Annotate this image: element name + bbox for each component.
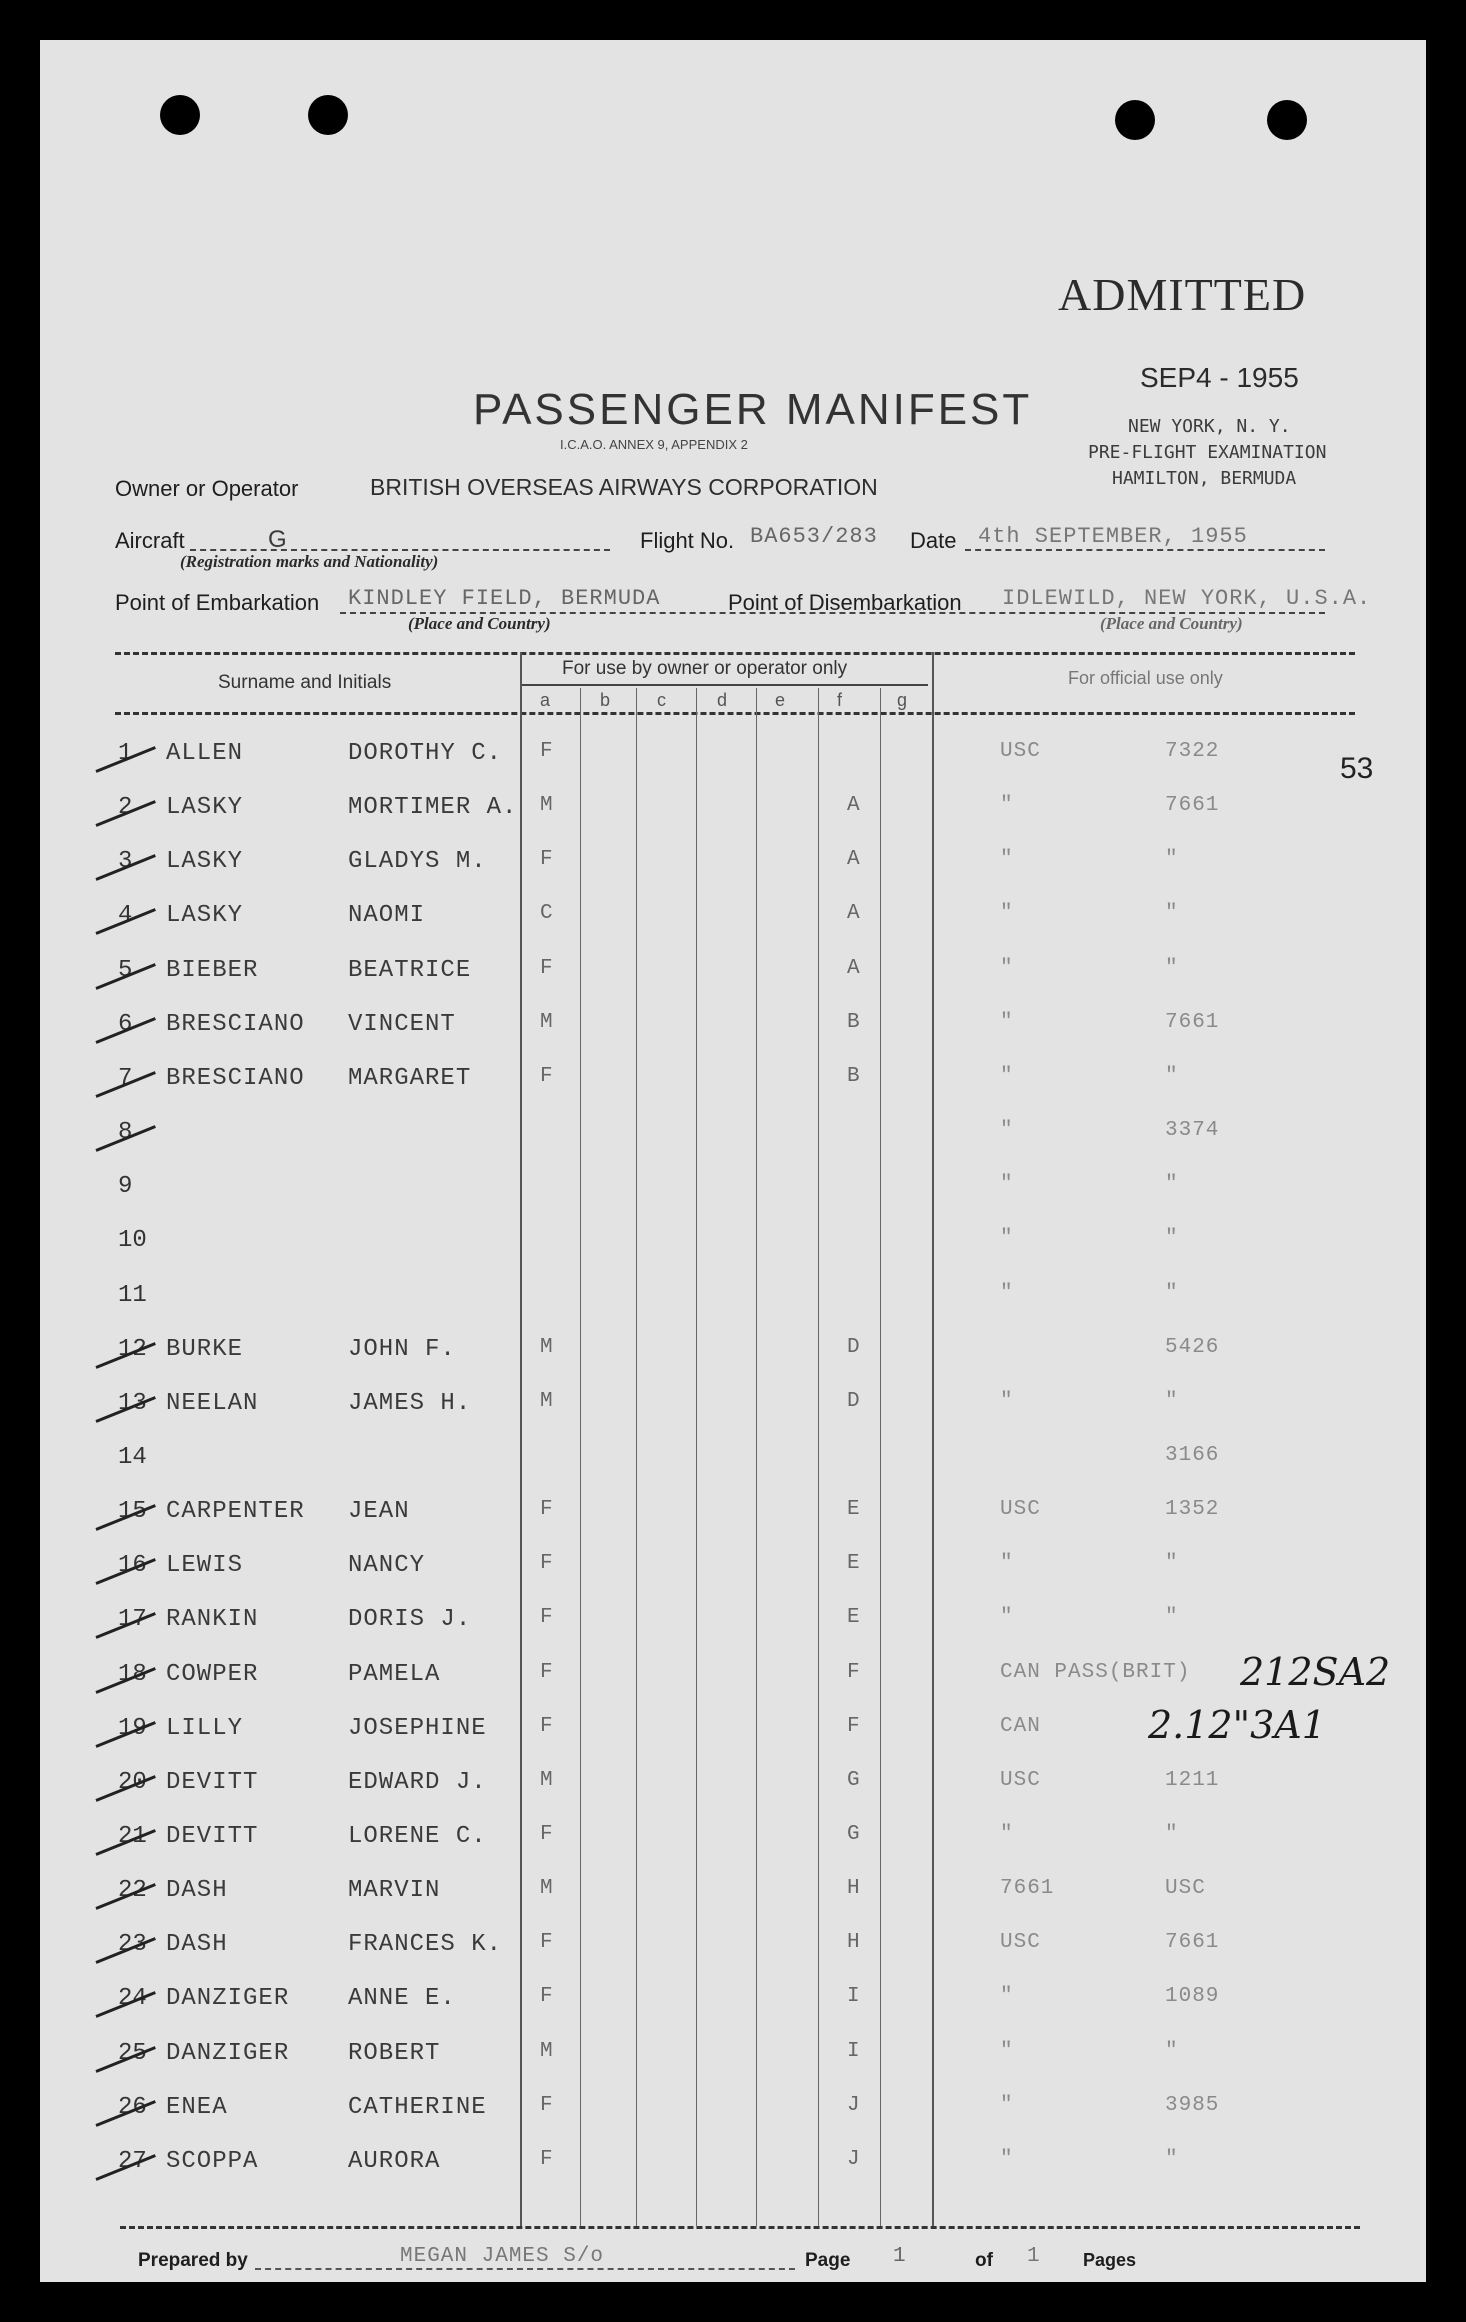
row-number: 20 [118, 1768, 147, 1796]
row-initials: ROBERT [348, 2039, 441, 2067]
row-group: H [847, 1877, 861, 1901]
row-group: A [847, 794, 861, 818]
row-group: D [847, 1389, 861, 1413]
row-surname: LEWIS [166, 1552, 244, 1580]
col-surname-header: Surname and Initials [218, 672, 392, 693]
owner-label: Owner or Operator [115, 476, 299, 501]
prepared-line [255, 2268, 795, 2270]
row-official-2: " [1165, 1389, 1179, 1413]
owner-sub-line [520, 684, 928, 686]
of-value: 1 [1027, 2245, 1041, 2268]
row-official-2: 7661 [1165, 1010, 1220, 1034]
row-number: 24 [118, 1985, 147, 2013]
row-sex: F [540, 1985, 554, 2009]
row-initials: DOROTHY C. [348, 740, 503, 767]
table-row [40, 740, 1426, 780]
row-initials: PAMELA [348, 1660, 441, 1688]
row-number: 25 [118, 2039, 147, 2067]
row-official-1: USC [1000, 740, 1041, 763]
row-surname: COWPER [166, 1660, 259, 1688]
row-initials: ANNE E. [348, 1985, 456, 2013]
row-number: 18 [118, 1660, 147, 1688]
row-surname: BURKE [166, 1335, 244, 1363]
row-number: 19 [118, 1714, 147, 1742]
row-number: 11 [118, 1281, 147, 1309]
row-number: 13 [118, 1389, 147, 1417]
row-number: 2 [118, 794, 133, 822]
row-official-2: " [1165, 902, 1179, 926]
row-number: 4 [118, 902, 133, 930]
table-row [40, 1931, 1426, 1971]
row-official-2: " [1165, 1281, 1179, 1305]
row-official-2: 7661 [1165, 1931, 1220, 1955]
row-initials: BEATRICE [348, 956, 472, 984]
table-row [40, 1011, 1426, 1051]
row-initials: CATHERINE [348, 2093, 487, 2121]
row-number: 1 [118, 740, 133, 767]
disembark-note: (Place and Country) [1100, 614, 1243, 633]
date-value: 4th SEPTEMBER, 1955 [978, 524, 1248, 549]
row-official-1: " [1000, 1281, 1014, 1305]
page-subtitle: I.C.A.O. ANNEX 9, APPENDIX 2 [560, 437, 748, 452]
disembark-label: Point of Disembarkation [728, 590, 962, 615]
row-initials: AURORA [348, 2147, 441, 2175]
row-official-1: " [1000, 1552, 1014, 1576]
row-group: A [847, 902, 861, 926]
row-group: J [847, 2147, 861, 2171]
row-official-1: CAN [1000, 1714, 1041, 1738]
row-sex: F [540, 1931, 554, 1955]
row-surname: BIEBER [166, 956, 259, 984]
punch-hole-icon [160, 95, 200, 135]
disembark-value: IDLEWILD, NEW YORK, U.S.A. [1002, 586, 1372, 611]
row-number: 26 [118, 2093, 147, 2121]
table-header-line [115, 712, 1355, 715]
row-group: A [847, 848, 861, 872]
row-number: 7 [118, 1064, 133, 1092]
row-initials: NAOMI [348, 902, 426, 930]
row-sex: M [540, 1389, 554, 1413]
row-official-1: CAN PASS(BRIT) [1000, 1660, 1191, 1684]
stamp-line-3: HAMILTON, BERMUDA [1112, 468, 1297, 489]
row-official-2: 7322 [1165, 740, 1220, 763]
aircraft-line [190, 549, 610, 551]
row-group: F [847, 1714, 861, 1738]
row-number: 27 [118, 2147, 147, 2175]
row-surname: BRESCIANO [166, 1064, 305, 1092]
row-group: B [847, 1010, 861, 1034]
row-official-2: " [1165, 1227, 1179, 1251]
row-official-2: 7661 [1165, 794, 1220, 818]
sub-col-header: f [837, 690, 843, 710]
date-line [965, 549, 1325, 551]
row-number: 5 [118, 956, 133, 984]
row-number: 9 [118, 1173, 133, 1201]
row-initials: EDWARD J. [348, 1768, 487, 1796]
row-official-1: " [1000, 2039, 1014, 2063]
row-group: G [847, 1823, 861, 1846]
sub-col-header: a [540, 690, 551, 710]
manifest-sheet [40, 40, 1426, 2282]
row-official-1: 7661 [1000, 1877, 1055, 1901]
punch-hole-icon [1267, 100, 1307, 140]
row-number: 12 [118, 1335, 147, 1363]
table-row [40, 1769, 1426, 1809]
table-row [40, 1336, 1426, 1376]
of-label: of [975, 2250, 993, 2271]
row-group: I [847, 2039, 861, 2063]
row-surname: DASH [166, 1931, 228, 1959]
table-row [40, 1498, 1426, 1538]
row-surname: LILLY [166, 1714, 244, 1742]
col-official-header: For official use only [1068, 668, 1223, 688]
table-top-line [115, 652, 1355, 655]
col-owner-header: For use by owner or operator only [562, 658, 848, 679]
row-official-1: " [1000, 794, 1014, 818]
row-sex: F [540, 1823, 554, 1846]
row-sex: F [540, 2147, 554, 2171]
table-row [40, 957, 1426, 997]
row-official-2: 3374 [1165, 1119, 1220, 1143]
row-official-1: " [1000, 1064, 1014, 1088]
table-row [40, 1444, 1426, 1484]
row-number: 17 [118, 1606, 147, 1634]
row-sex: M [540, 1877, 554, 1901]
row-group: H [847, 1931, 861, 1955]
table-row [40, 1877, 1426, 1917]
flight-label: Flight No. [640, 528, 735, 553]
row-official-2: " [1165, 1606, 1179, 1630]
row-surname: DANZIGER [166, 2039, 290, 2067]
stamp-line-1: NEW YORK, N. Y. [1128, 416, 1291, 437]
row-official-2: " [1165, 1064, 1179, 1088]
row-surname: SCOPPA [166, 2147, 259, 2175]
row-sex: F [540, 848, 554, 872]
row-official-2: USC [1165, 1877, 1206, 1901]
row-initials: JAMES H. [348, 1389, 472, 1417]
row-group: G [847, 1768, 861, 1792]
row-sex: M [540, 2039, 554, 2063]
sub-col-header: b [600, 690, 611, 710]
row-official-1: USC [1000, 1768, 1041, 1792]
table-row [40, 1823, 1426, 1863]
row-official-2: 1211 [1165, 1768, 1220, 1792]
stamp-line-2: PRE-FLIGHT EXAMINATION [1088, 442, 1327, 463]
aircraft-value: G [268, 526, 288, 553]
prepared-value: MEGAN JAMES S/o [400, 2245, 605, 2268]
row-initials: GLADYS M. [348, 848, 487, 876]
row-number: 8 [118, 1119, 133, 1147]
handwritten-note-19: 2.12"3A1 [1148, 1703, 1326, 1747]
row-sex: C [540, 902, 554, 926]
row-surname: LASKY [166, 794, 244, 822]
sub-col-header: d [717, 690, 728, 710]
row-surname: ALLEN [166, 740, 244, 767]
row-official-1: " [1000, 1119, 1014, 1143]
row-surname: LASKY [166, 848, 244, 876]
row-initials: JEAN [348, 1498, 410, 1526]
row-official-2: " [1165, 956, 1179, 980]
table-row [40, 2094, 1426, 2134]
row-official-1: " [1000, 956, 1014, 980]
table-row [40, 2148, 1426, 2188]
row-surname: DEVITT [166, 1823, 259, 1850]
row-official-1: " [1000, 2093, 1014, 2117]
row-initials: MORTIMER A. [348, 794, 518, 822]
punch-hole-icon [1115, 100, 1155, 140]
embark-line [340, 612, 1325, 614]
row-group: J [847, 2093, 861, 2117]
flight-value: BA653/283 [750, 524, 878, 549]
row-number: 16 [118, 1552, 147, 1580]
pages-label: Pages [1083, 2250, 1137, 2270]
row-initials: MARGARET [348, 1064, 472, 1092]
row-number: 23 [118, 1931, 147, 1959]
admitted-stamp: ADMITTED [1058, 269, 1307, 320]
row-official-1: " [1000, 2147, 1014, 2171]
table-bottom-line [120, 2226, 1360, 2229]
row-official-1: " [1000, 1173, 1014, 1197]
row-number: 6 [118, 1010, 133, 1038]
row-official-2: " [1165, 2147, 1179, 2171]
row-sex: M [540, 1335, 554, 1359]
page-title: PASSENGER MANIFEST [473, 385, 1033, 434]
row-official-1: " [1000, 902, 1014, 926]
row-initials: VINCENT [348, 1010, 456, 1038]
row-official-2: 3166 [1165, 1443, 1220, 1467]
row-sex: F [540, 1552, 554, 1576]
table-row [40, 794, 1426, 834]
row-group: E [847, 1552, 861, 1576]
row-official-1: " [1000, 1823, 1014, 1846]
row-sex: M [540, 794, 554, 818]
row-group: E [847, 1606, 861, 1630]
sub-col-header: c [657, 690, 666, 710]
date-label: Date [910, 528, 957, 553]
row-official-2: 3985 [1165, 2093, 1220, 2117]
page-label: Page [805, 2250, 851, 2271]
row-sex: F [540, 1606, 554, 1630]
table-row [40, 1552, 1426, 1592]
row-official-2: " [1165, 1173, 1179, 1197]
handwritten-note-18: 212SA2 [1240, 1650, 1391, 1694]
prepared-label: Prepared by [138, 2250, 248, 2271]
row-official-1: " [1000, 1606, 1014, 1630]
table-row [40, 1227, 1426, 1267]
row-sex: F [540, 740, 554, 763]
aircraft-note: (Registration marks and Nationality) [180, 552, 439, 571]
row-number: 15 [118, 1498, 147, 1526]
table-row [40, 1661, 1426, 1701]
row-sex: M [540, 1768, 554, 1792]
row-official-2: " [1165, 2039, 1179, 2063]
row-number: 22 [118, 1877, 147, 1905]
row-surname: ENEA [166, 2093, 228, 2121]
row-sex: F [540, 1498, 554, 1522]
row-official-2: 1352 [1165, 1498, 1220, 1522]
row-surname: NEELAN [166, 1389, 259, 1417]
row-official-1: " [1000, 848, 1014, 872]
row-surname: DEVITT [166, 1768, 259, 1796]
row-official-2: " [1165, 848, 1179, 872]
table-row [40, 902, 1426, 942]
row-official-1: " [1000, 1389, 1014, 1413]
row-initials: MARVIN [348, 1877, 441, 1905]
row-group: I [847, 1985, 861, 2009]
aircraft-label: Aircraft [115, 528, 185, 553]
row-surname: CARPENTER [166, 1498, 305, 1526]
embark-note: (Place and Country) [408, 614, 551, 633]
page-count: 53 [1340, 752, 1374, 785]
sub-col-header: e [775, 690, 786, 710]
row-sex: F [540, 956, 554, 980]
table-row [40, 1173, 1426, 1213]
row-initials: LORENE C. [348, 1823, 487, 1850]
table-row [40, 1985, 1426, 2025]
row-surname: LASKY [166, 902, 244, 930]
row-sex: M [540, 1010, 554, 1034]
row-official-1: " [1000, 1227, 1014, 1251]
row-sex: F [540, 1064, 554, 1088]
row-group: E [847, 1498, 861, 1522]
stamp-date: SEP4 - 1955 [1140, 362, 1299, 393]
row-initials: JOHN F. [348, 1335, 456, 1363]
row-initials: FRANCES K. [348, 1931, 503, 1959]
table-row [40, 1390, 1426, 1430]
row-official-2: 1089 [1165, 1985, 1220, 2009]
row-initials: DORIS J. [348, 1606, 472, 1634]
embark-value: KINDLEY FIELD, BERMUDA [348, 586, 661, 611]
row-initials: JOSEPHINE [348, 1714, 487, 1742]
page-value: 1 [893, 2245, 907, 2268]
row-official-2: " [1165, 1823, 1179, 1846]
row-official-1: USC [1000, 1931, 1041, 1955]
table-row [40, 848, 1426, 888]
sub-col-header: g [897, 690, 908, 710]
row-number: 14 [118, 1443, 147, 1471]
row-group: D [847, 1335, 861, 1359]
row-surname: DANZIGER [166, 1985, 290, 2013]
table-row [40, 1119, 1426, 1159]
row-official-1: " [1000, 1010, 1014, 1034]
row-number: 10 [118, 1227, 147, 1255]
row-sex: F [540, 2093, 554, 2117]
row-group: B [847, 1064, 861, 1088]
row-number: 3 [118, 848, 133, 876]
row-official-2: 5426 [1165, 1335, 1220, 1359]
row-sex: F [540, 1714, 554, 1738]
row-surname: BRESCIANO [166, 1010, 305, 1038]
owner-value: BRITISH OVERSEAS AIRWAYS CORPORATION [370, 474, 878, 500]
row-official-2: " [1165, 1552, 1179, 1576]
table-row [40, 1065, 1426, 1105]
row-number: 21 [118, 1823, 147, 1850]
row-group: A [847, 956, 861, 980]
row-group: F [847, 1660, 861, 1684]
table-row [40, 2040, 1426, 2080]
row-official-1: " [1000, 1985, 1014, 2009]
embark-label: Point of Embarkation [115, 590, 320, 615]
row-sex: F [540, 1660, 554, 1684]
row-surname: RANKIN [166, 1606, 259, 1634]
row-surname: DASH [166, 1877, 228, 1905]
table-row [40, 1282, 1426, 1322]
punch-hole-icon [308, 95, 348, 135]
row-official-1: USC [1000, 1498, 1041, 1522]
row-initials: NANCY [348, 1552, 426, 1580]
table-row [40, 1606, 1426, 1646]
